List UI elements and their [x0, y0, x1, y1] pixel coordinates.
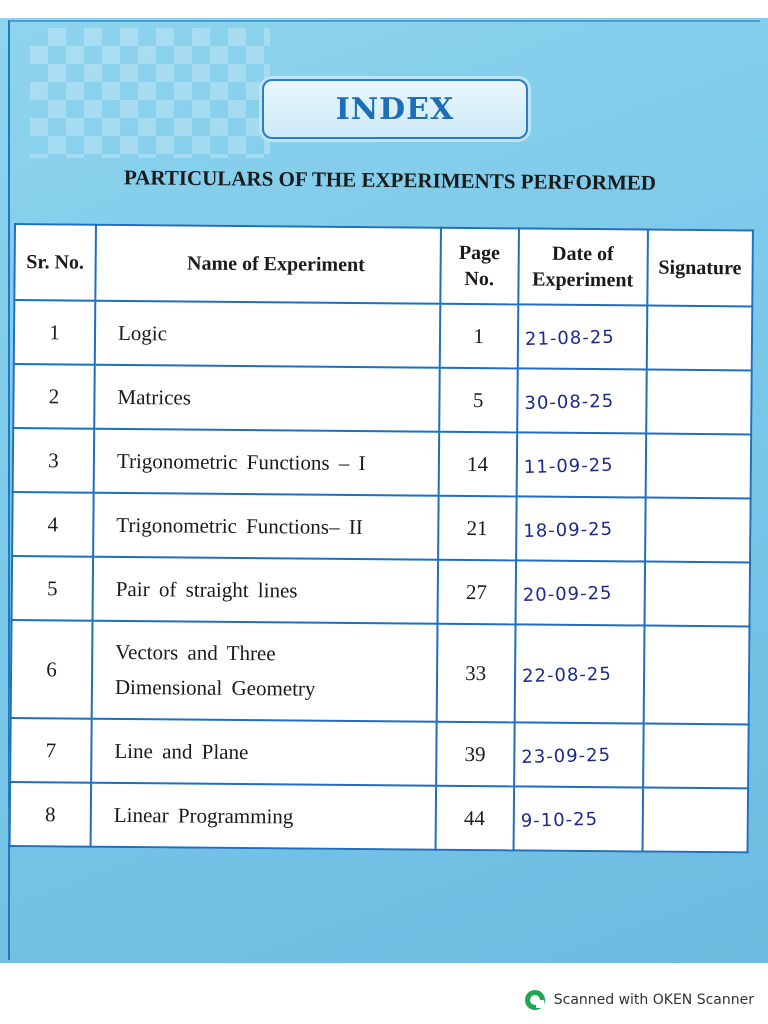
cell-experiment-name: [93, 557, 438, 624]
cell-page-no: 1: [439, 304, 518, 369]
table-row: [11, 620, 750, 724]
scan-footer: [0, 968, 768, 1024]
table-header-row: [14, 224, 753, 306]
cell-signature: [642, 788, 748, 853]
table-row: [14, 300, 753, 370]
scanner-label: Scanned with OKEN Scanner: [553, 992, 754, 1008]
handwritten-date: 20-09-25: [522, 582, 613, 606]
cell-sr-no: 6: [11, 620, 93, 719]
cell-signature: [643, 626, 749, 725]
cell-date: [517, 304, 646, 369]
column-header-name: Name of Experiment: [95, 225, 440, 304]
cell-page-no: 39: [436, 722, 515, 787]
column-header-sr-no: Sr. No.: [14, 224, 96, 301]
experiment-name-line: Line and Plane: [114, 738, 249, 764]
experiment-name-line: Pair of straight lines: [115, 576, 298, 602]
column-header-signature: Signature: [647, 230, 753, 307]
cell-signature: [646, 306, 752, 371]
oken-scanner-logo-icon: [524, 989, 546, 1011]
table-row: [13, 364, 752, 434]
cell-experiment-name: [92, 621, 437, 722]
experiment-name-line: Logic: [117, 320, 168, 345]
cell-sr-no: 3: [13, 428, 95, 493]
cell-signature: [645, 498, 751, 563]
handwritten-date: 22-08-25: [521, 663, 612, 687]
scanner-badge: [524, 989, 754, 1011]
experiment-name-line: Dimensional Geometry: [114, 674, 316, 701]
cell-sr-no: 7: [10, 718, 92, 783]
cell-signature: [645, 434, 751, 499]
experiment-name-line: Matrices: [117, 384, 192, 410]
cell-date: [514, 722, 643, 787]
cell-page-no: 27: [437, 560, 516, 625]
cell-date: [513, 786, 642, 851]
index-title: INDEX: [335, 91, 455, 127]
column-header-date: Date of Experiment: [518, 228, 648, 305]
cell-date: [517, 368, 646, 433]
table-row: [12, 492, 751, 562]
cell-signature: [644, 562, 750, 627]
table-row: [12, 556, 751, 626]
notebook-page: [0, 18, 768, 963]
page-subtitle: PARTICULARS OF THE EXPERIMENTS PERFORMED: [123, 165, 657, 195]
cell-page-no: 14: [438, 432, 517, 497]
cell-experiment-name: [94, 365, 439, 432]
cell-date: [515, 560, 644, 625]
experiments-index-table: [9, 223, 754, 853]
table-row: [10, 782, 749, 852]
table-row: [10, 718, 749, 788]
cell-page-no: 44: [435, 786, 514, 851]
cell-sr-no: 4: [12, 492, 94, 557]
experiment-name-line: Vectors and Three: [115, 639, 276, 666]
decorative-pattern: [30, 28, 270, 158]
cell-sr-no: 5: [12, 556, 94, 621]
cell-page-no: 21: [438, 496, 517, 561]
cell-sr-no: 8: [10, 782, 92, 847]
column-header-page-no: Page No.: [440, 228, 519, 305]
table-row: [13, 428, 752, 498]
cell-page-no: 33: [436, 624, 515, 723]
cell-signature: [643, 724, 749, 789]
cell-sr-no: 1: [14, 300, 96, 365]
cell-experiment-name: [94, 429, 439, 496]
cell-experiment-name: [91, 783, 436, 850]
cell-date: [514, 624, 644, 723]
handwritten-date: 30-08-25: [523, 390, 615, 414]
handwritten-date: 21-08-25: [524, 326, 615, 350]
index-title-box: [262, 79, 528, 139]
cell-date: [516, 432, 645, 497]
cell-page-no: 5: [439, 368, 518, 433]
handwritten-date: 9-10-25: [520, 808, 599, 832]
experiment-name-line: Trigonometric Functions – I: [116, 448, 366, 475]
experiment-name-line: Linear Programming: [113, 802, 294, 828]
cell-signature: [646, 370, 752, 435]
cell-experiment-name: [91, 719, 436, 786]
handwritten-date: 23-09-25: [520, 744, 612, 768]
experiment-name-line: Trigonometric Functions– II: [116, 512, 363, 539]
cell-date: [516, 496, 645, 561]
cell-sr-no: 2: [13, 364, 95, 429]
cell-experiment-name: [93, 493, 438, 560]
cell-experiment-name: [95, 301, 440, 368]
handwritten-date: 11-09-25: [523, 454, 614, 478]
table-body: [10, 300, 753, 852]
handwritten-date: 18-09-25: [522, 518, 614, 542]
